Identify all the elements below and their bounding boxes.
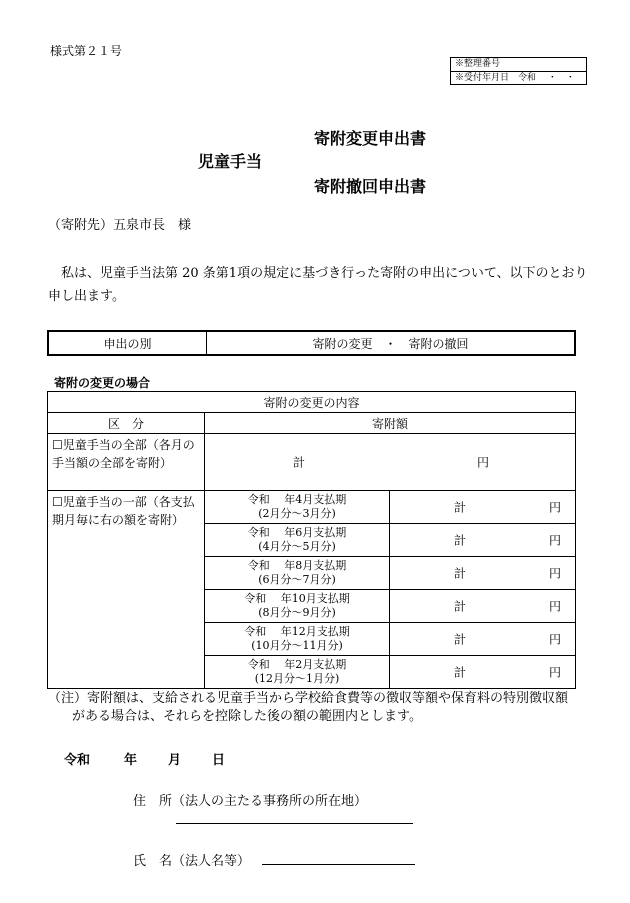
note-line-2: がある場合は、それらを控除した後の額の範囲内とします。	[72, 709, 422, 724]
title-main: 児童手当	[198, 152, 263, 171]
amount-header: 寄附額	[205, 413, 576, 434]
date-line	[64, 749, 225, 768]
total-label: 計	[454, 632, 467, 647]
reference-number-field: ※整理番号	[455, 59, 501, 69]
date-era: 令和	[64, 753, 91, 768]
yen-label: 円	[548, 632, 561, 647]
form-number: 様式第２１号	[50, 44, 123, 58]
period-months: (8月分～9月分)	[258, 606, 336, 619]
office-use-box	[450, 57, 587, 85]
name-label: 氏 名（法人名等）	[133, 854, 251, 869]
recipient: （寄附先）五泉市長 様	[48, 218, 192, 233]
period-cell	[205, 557, 390, 590]
yen-label: 円	[548, 566, 561, 581]
full-donation-option[interactable]: ☐児童手当の全部（各月の手当額の全部を寄附）	[48, 434, 205, 491]
change-case-heading: 寄附の変更の場合	[54, 376, 151, 390]
table-header: 寄附の変更の内容	[48, 392, 576, 413]
request-type-options[interactable]: 寄附の変更 ・ 寄附の撤回	[312, 336, 469, 351]
total-label: 計	[454, 599, 467, 614]
period-cell	[205, 524, 390, 557]
total-label: 計	[293, 455, 306, 470]
date-year[interactable]: 年	[124, 753, 138, 768]
period-cell	[205, 656, 390, 689]
period-name: 令和 年10月支払期	[244, 592, 350, 605]
period-amount-cell[interactable]	[390, 590, 576, 623]
statement-text: 私は、児童手当法第 20 条第1項の規定に基づき行った寄附の申出について、以下のとおり申し出ます。	[48, 266, 588, 304]
receipt-date-field: ※受付年月日 令和 ・ ・	[451, 71, 586, 85]
yen-label: 円	[548, 665, 561, 680]
yen-label: 円	[476, 455, 489, 470]
request-type-table	[47, 330, 576, 356]
period-amount-cell[interactable]	[390, 656, 576, 689]
name-input-line[interactable]	[262, 864, 415, 865]
total-label: 計	[454, 500, 467, 515]
period-name: 令和 年6月支払期	[247, 526, 347, 539]
period-cell	[205, 623, 390, 656]
title-option-change: 寄附変更申出書	[314, 129, 427, 148]
period-amount-cell[interactable]	[390, 557, 576, 590]
period-cell	[205, 590, 390, 623]
yen-label: 円	[548, 533, 561, 548]
period-cell	[205, 491, 390, 524]
period-name: 令和 年12月支払期	[244, 625, 350, 638]
period-amount-cell[interactable]	[390, 491, 576, 524]
address-input-line[interactable]	[176, 823, 413, 824]
request-type-label: 申出の別	[49, 332, 207, 354]
period-name: 令和 年4月支払期	[247, 493, 347, 506]
period-amount-cell[interactable]	[390, 623, 576, 656]
period-months: (2月分～3月分)	[258, 507, 336, 520]
note	[48, 690, 593, 726]
partial-donation-option[interactable]: ☐児童手当の一部（各支払期月毎に右の額を寄附）	[48, 491, 205, 689]
total-label: 計	[454, 533, 467, 548]
category-header: 区 分	[48, 413, 205, 434]
period-name: 令和 年8月支払期	[247, 559, 347, 572]
note-line-1: （注）寄附額は、支給される児童手当から学校給食費等の徴収等額や保育料の特別徴収額	[48, 691, 569, 706]
total-label: 計	[454, 566, 467, 581]
yen-label: 円	[548, 599, 561, 614]
yen-label: 円	[548, 500, 561, 515]
period-months: (12月分～1月分)	[254, 672, 340, 685]
title-option-withdraw: 寄附撤回申出書	[314, 177, 427, 196]
period-amount-cell[interactable]	[390, 524, 576, 557]
donation-change-table	[47, 391, 576, 689]
date-month[interactable]: 月	[168, 753, 182, 768]
period-months: (4月分～5月分)	[258, 540, 336, 553]
total-label: 計	[454, 665, 467, 680]
address-label: 住 所（法人の主たる事務所の所在地）	[133, 794, 368, 809]
period-months: (6月分～7月分)	[258, 573, 336, 586]
period-name: 令和 年2月支払期	[247, 658, 347, 671]
date-day[interactable]: 日	[212, 753, 226, 768]
period-months: (10月分～11月分)	[251, 639, 343, 652]
full-amount-cell[interactable]	[205, 434, 576, 491]
